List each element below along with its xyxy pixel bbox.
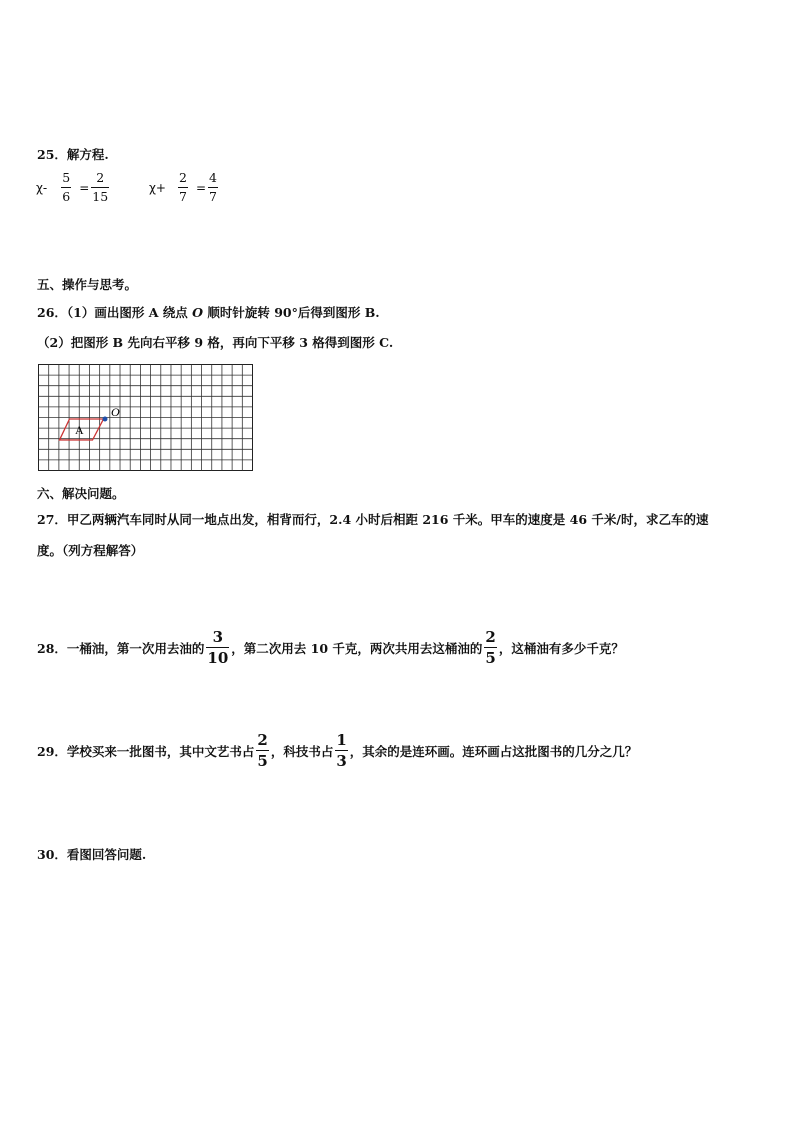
point-o-label: O: [111, 405, 120, 419]
q25-title: 25．解方程.: [37, 147, 109, 162]
q29-fraction-a: [256, 733, 268, 769]
q28-text-a: 28．一桶油，第一次用去油的: [37, 641, 205, 656]
numerator: 2: [257, 731, 268, 749]
denominator: 6: [62, 188, 71, 204]
q30-text: 30．看图回答问题.: [37, 847, 147, 862]
point-o-marker: [103, 417, 108, 422]
q26-part1-prefix: 26．（1）画出图形 A 绕点: [37, 305, 193, 320]
equation-1-fraction-2: [91, 172, 109, 203]
equation-1-lhs: χ-: [36, 180, 48, 195]
q29-text-b: ，科技书占: [270, 744, 334, 759]
q29: [37, 733, 637, 769]
equation-1-fraction-1: [61, 172, 71, 203]
equation-2-fraction-2: [208, 172, 218, 203]
denominator: 7: [179, 188, 187, 204]
q26-part1: [37, 303, 380, 321]
q28-text-b: ，第二次用去 10 千克，两次共用去这桶油的: [231, 641, 483, 656]
q27-line1: 27．甲乙两辆汽车同时从同一地点出发，相背而行，2.4 小时后相距 216 千米。甲车的速度是 46 千米/时，求乙车的速: [37, 512, 709, 527]
denominator: 5: [485, 649, 496, 667]
grid-figure: [38, 364, 254, 472]
numerator: 2: [179, 170, 187, 185]
equation-2-lhs: χ+: [149, 180, 166, 195]
numerator: 4: [209, 170, 217, 185]
q26-part2: （2）把图形 B 先向右平移 9 格，再向下平移 3 格得到图形 C.: [37, 335, 394, 350]
denominator: 7: [209, 188, 217, 204]
denominator: 10: [207, 649, 229, 667]
numerator: 3: [212, 628, 224, 646]
q26-point-label: O: [192, 305, 203, 320]
shape-a-label: A: [75, 423, 84, 437]
section-6-title: 六、解决问题。: [37, 486, 125, 501]
section-5-title: 五、操作与思考。: [37, 277, 138, 292]
numerator: 2: [96, 170, 105, 185]
equation-1: [36, 172, 111, 203]
equation-2: [149, 172, 220, 203]
denominator: 15: [92, 188, 109, 204]
numerator: 5: [62, 170, 71, 185]
numerator: 1: [336, 731, 347, 749]
denominator: 3: [336, 752, 347, 770]
q29-text-a: 29．学校买来一批图书，其中文艺书占: [37, 744, 255, 759]
q27-line2: 度。（列方程解答）: [37, 543, 144, 558]
denominator: 5: [257, 752, 268, 770]
q28: [37, 630, 624, 666]
equation-2-equals: =: [195, 180, 207, 195]
numerator: 2: [485, 628, 496, 646]
equation-2-fraction-1: [178, 172, 188, 203]
q28-fraction-b: [484, 630, 496, 666]
equation-1-equals: =: [79, 180, 90, 195]
q28-fraction-a: [206, 630, 229, 666]
q26-part1-suffix: 顺时针旋转 90°后得到图形 B.: [203, 305, 380, 320]
q29-fraction-b: [335, 733, 347, 769]
q29-text-c: ，其余的是连环画。连环画占这批图书的几分之几？: [349, 744, 638, 759]
q28-text-c: ，这桶油有多少千克？: [498, 641, 624, 656]
